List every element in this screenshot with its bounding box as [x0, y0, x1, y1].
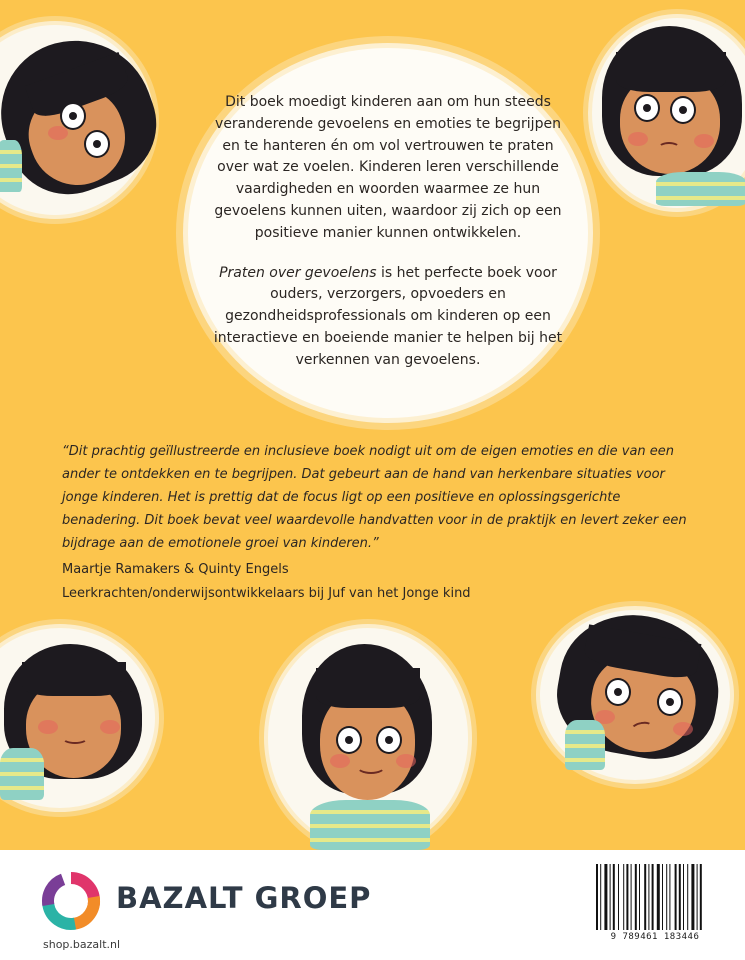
book-description — [206, 92, 570, 372]
child-face-worried-illustration — [0, 30, 160, 200]
book-title-italic: Praten over gevoelens — [219, 264, 377, 281]
publisher-brand: BAZALT GROEP — [116, 881, 372, 915]
review-quote: “Dit prachtig geïllustreerde en inclusieve boek nodigt uit om de eigen emoties en die van een ander te ontdekken en te begrijpen. Dat gebeurt aan de hand van herkenbare situaties voor jonge kinderen. Het is prettig dat de focus ligt op een positieve en oplossingsgerichte benadering. Dit boek bevat veel waardevolle handvatten voor in de praktijk en levert zeker een bijdrage aan de emotionele groei van kinderen.” — [62, 444, 687, 551]
child-face-anxious-illustration — [598, 22, 745, 202]
child-face-content-illustration — [0, 640, 150, 800]
child-face-sad-illustration — [545, 610, 735, 780]
bazalt-logo-icon — [40, 870, 102, 932]
child-face-happy-illustration — [250, 640, 460, 850]
quote-authors: Maartje Ramakers & Quinty Engels — [62, 562, 289, 577]
quote-author-role: Leerkrachten/onderwijsontwikkelaars bij Juf van het Jonge kind — [62, 586, 471, 601]
description-paragraph-2-rest: is het perfecte boek voor ouders, verzorgers, opvoeders en gezondheidsprofessionals om kinderen op een interactieve en boeiende manier te helpen bij het verkennen van gevoelens. — [213, 264, 563, 368]
description-paragraph-2 — [206, 263, 570, 372]
isbn-number: 9 789461 183446 — [610, 932, 700, 942]
description-paragraph-1: Dit boek moedigt kinderen aan om hun steeds veranderende gevoelens en emoties te begrijpen en te hanteren én om vol vertrouwen te praten over wat ze voelen. Kinderen leren verschillende vaardigheden en woorden waarmee ze hun gevoelens kunnen uiten, waardoor zij zich op een positieve manier kunnen ontwikkelen. — [214, 94, 562, 241]
barcode-icon — [592, 862, 718, 932]
publisher-website: shop.bazalt.nl — [43, 938, 121, 951]
quote-attribution — [62, 558, 702, 606]
